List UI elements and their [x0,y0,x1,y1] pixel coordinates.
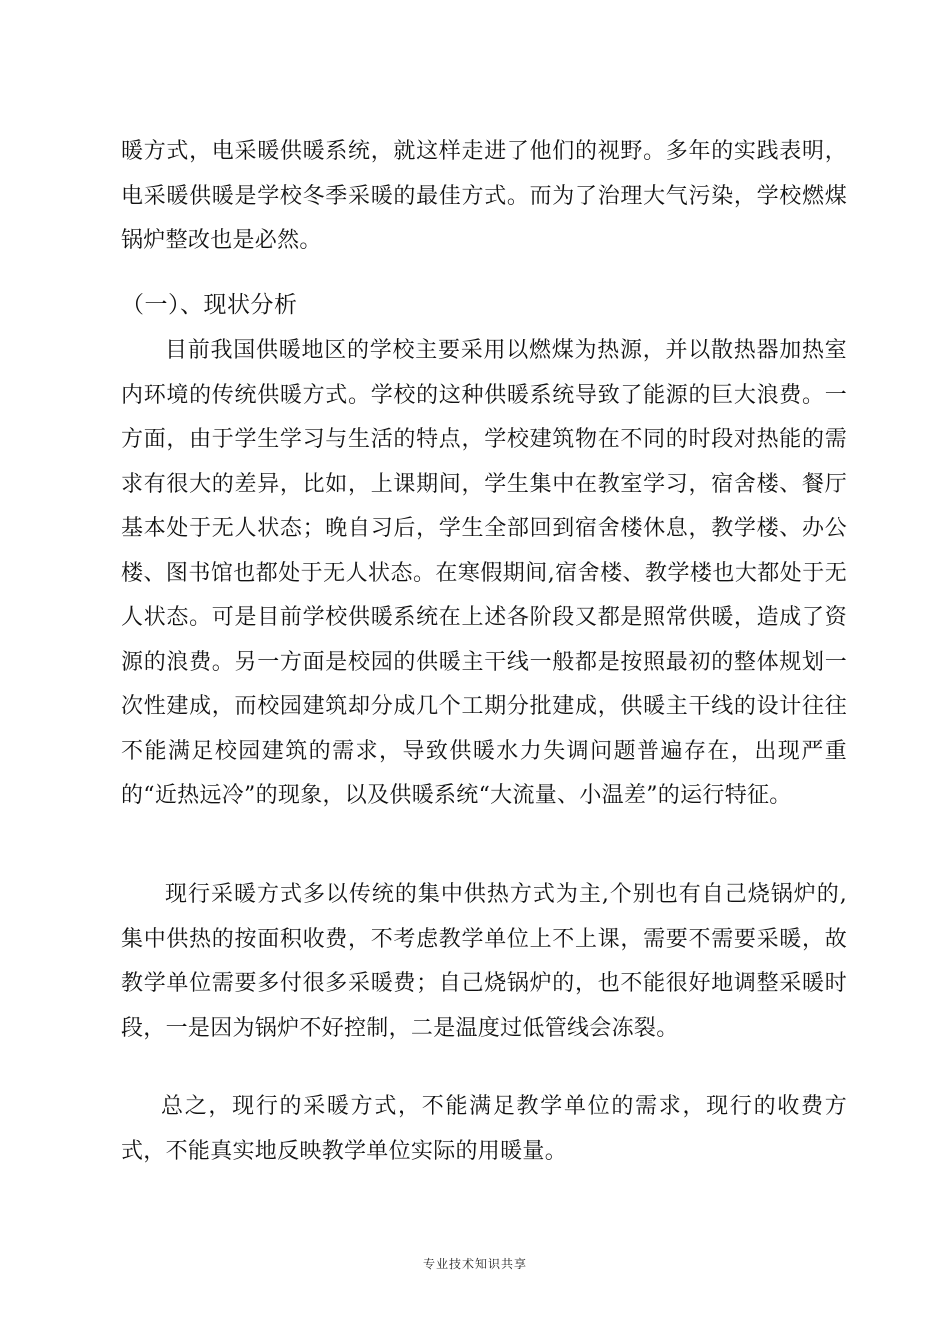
section-heading-current-status: （一）、现状分析 [121,292,298,318]
paragraph-heating-methods: 现行采暖方式多以传统的集中供热方式为主,个别也有自己烧锅炉的,集中供热的按面积收费，不考虑教学单位上不上课，需要不需要采暖，故教学单位需要多付很多采暖费；自己烧锅炉的，也不能很好地调整采暖时段，一是因为锅炉不好控制，二是温度过低管线会冻裂。 [121,882,847,1041]
paragraph-intro-continuation: 暖方式，电采暖供暖系统，就这样走进了他们的视野。多年的实践表明，电采暖供暖是学校冬季采暖的最佳方式。而为了治理大气污染，学校燃煤锅炉整改也是必然。 [121,139,847,253]
paragraph-conclusion: 总之，现行的采暖方式，不能满足教学单位的需求，现行的收费方式，不能真实地反映教学单位实际的用暖量。 [121,1094,847,1164]
page-footer: 专业技术知识共享 [422,1257,527,1271]
paragraph-current-status-analysis: 目前我国供暖地区的学校主要采用以燃煤为热源，并以散热器加热室内环境的传统供暖方式。学校的这种供暖系统导致了能源的巨大浪费。一方面，由于学生学习与生活的特点，学校建筑物在不同的时段对热能的需求有很大的差异，比如，上课期间，学生集中在教室学习，宿舍楼、餐厅基本处于无人状态；晚自习后，学生全部回到宿舍楼休息，教学楼、办公楼、图书馆也都处于无人状态。在寒假期间,宿舍楼、教学楼也大都处于无人状态。可是目前学校供暖系统在上述各阶段又都是照常供暖，造成了资源的浪费。另一方面是校园的供暖主干线一般都是按照最初的整体规划一次性建成，而校园建筑却分成几个工期分批建成，供暖主干线的设计往往不能满足校园建筑的需求，导致供暖水力失调问题普遍存在，出现严重的“近热远冷”的现象，以及供暖系统“大流量、小温差”的运行特征。 [121,338,847,808]
